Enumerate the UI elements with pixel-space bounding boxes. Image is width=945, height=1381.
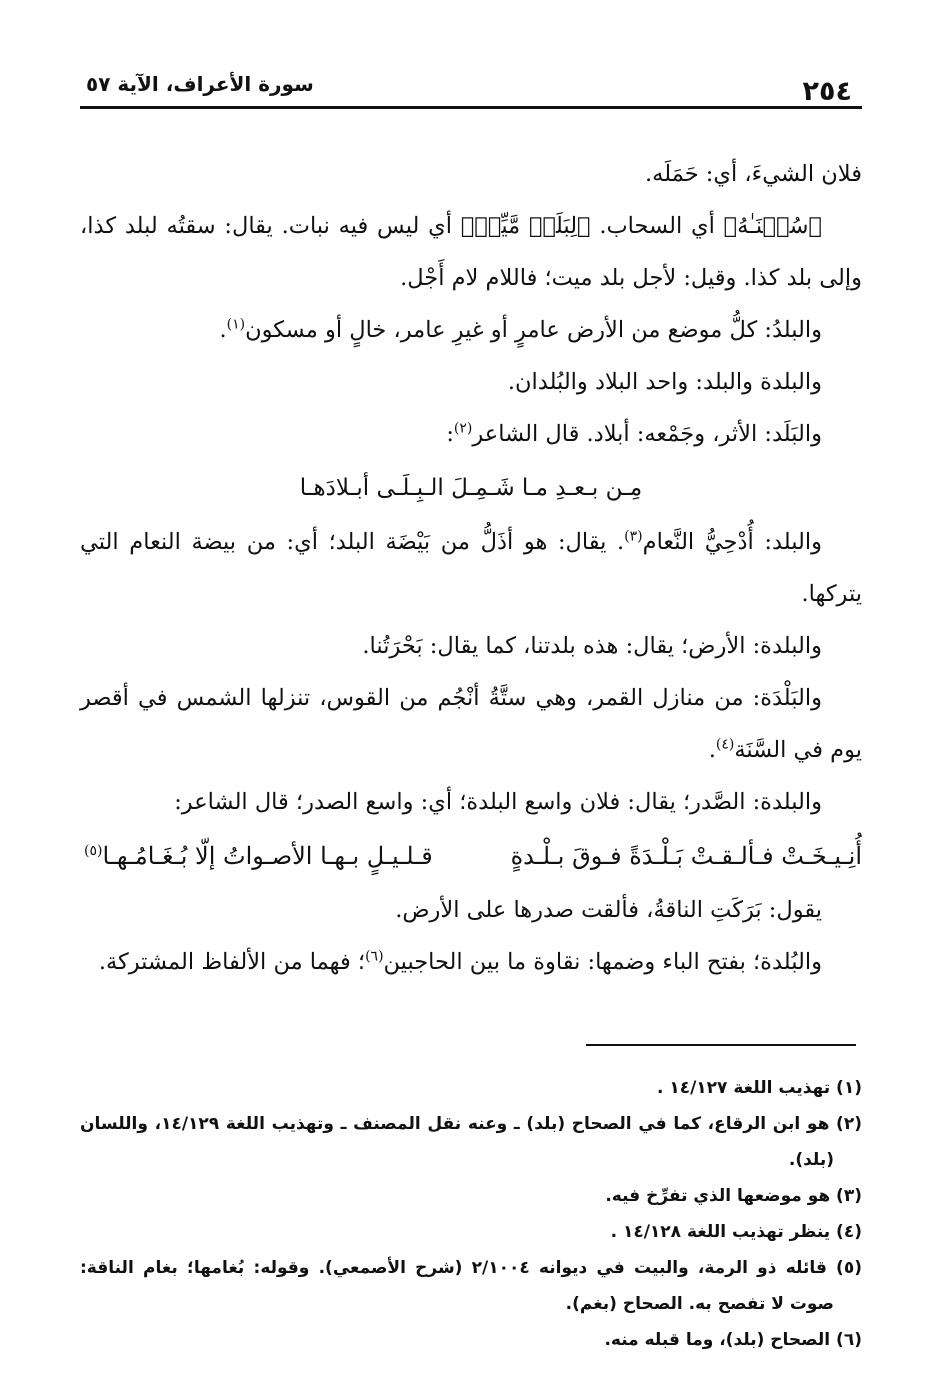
paragraph-5 (80, 408, 862, 460)
paragraph-5-end: : (446, 421, 454, 447)
paragraph-9: والبلدة: الصَّدر؛ يقال: فلان واسع البلدة؛ أي: واسع الصدر؛ قال الشاعر: (174, 789, 822, 815)
verse-1: مِـن بـعـدِ مـا شَـمِـلَ الـبِـلَـى أبـلادَهـا (299, 475, 643, 501)
footnote-marker-2: (٢) (453, 420, 473, 437)
paragraph-1: فلان الشيءَ، أي: حَمَلَه. (645, 161, 862, 187)
footnote-marker-3: (٣) (624, 528, 643, 545)
paragraph-3-text: والبلدُ: كلُّ موضع من الأرض عامرٍ أو غيرِ عامر، خالٍ أو مسكون (245, 317, 822, 343)
footnote-marker-1: (١) (226, 316, 246, 333)
footnote-marker-4: (٤) (715, 736, 735, 753)
page-number: ٢٥٤ (802, 76, 852, 107)
verse-2-second-hemistich-text: قـلـيـلٍ بـهـا الأصـواتُ إلّا بُـغَـامُـهـا (102, 842, 433, 870)
footnote-marker-5: (٥) (84, 843, 103, 859)
paragraph-3-end: . (219, 317, 227, 343)
running-head: سورة الأعراف، الآية ٥٧ (86, 72, 314, 96)
paragraph-6-text-2: . يقال: هو أذَلُّ من بَيْضَة البلد؛ أي: من بيضة النعام التي يتركها. (80, 529, 862, 607)
footnote-6: (٦) الصحاح (بلد)، وما قبله منه. (604, 1330, 862, 1350)
book-page (80, 60, 862, 1350)
paragraph-3 (80, 304, 862, 356)
paragraph-11-text-2: ؛ فهما من الألفاظ المشتركة. (98, 949, 366, 975)
paragraph-8 (80, 672, 862, 776)
verse-2-second-hemistich (84, 828, 433, 884)
paragraph-8-text: والبَلْدَة: من منازل القمر، وهي ستَّةُ أنْجُم من القوس، تنزلها الشمس في أقصر يوم في السَّنَة (80, 685, 862, 763)
footnote-2: (٢) هو ابن الرقاع، كما في الصحاح (بلد) ـ وعنه نقل المصنف ـ وتهذيب اللغة ١٤/١٢٩، واللسان (بلد). (80, 1114, 862, 1170)
footnote-separator (586, 1044, 856, 1046)
verse-2-first-hemistich: أُنِـيـخَـتْ فـألـقـتْ بَـلْـدَةً فـوقَ بـلْـدةٍ (510, 842, 862, 870)
footnote-4: (٤) ينظر تهذيب اللغة ١٤/١٢٨ . (610, 1222, 862, 1242)
page-header (80, 60, 862, 109)
paragraph-6-text-1: والبلد: أُدْحِيُّ النَّعام (642, 529, 822, 555)
paragraph-11 (80, 936, 862, 988)
footnote-5: (٥) قائله ذو الرمة، والبيت في ديوانه ٢/١٠٠٤ (شرح الأصمعي). وقوله: بُغامها؛ بغام الناقة: صوت لا تفصح به. الصحاح (بغم). (80, 1258, 862, 1314)
paragraph-6 (80, 516, 862, 620)
footnote-3: (٣) هو موضعها الذي تفرِّخ فيه. (605, 1186, 862, 1206)
footnote-marker-6: (٦) (365, 948, 384, 965)
footnote-1: (١) تهذيب اللغة ١٤/١٢٧ . (656, 1078, 862, 1098)
paragraph-7: والبلدة: الأرض؛ يقال: هذه بلدتنا، كما يقال: بَحْرَتُنا. (362, 633, 822, 659)
paragraph-2: ﴿سُقۡنَـٰهُ﴾ أي السحاب. ﴿لِبَلَدٖ مَّيِّتٖ﴾ أي ليس فيه نبات. يقال: سقتُه لبلد كذا، وإلى بلد كذا. وقيل: لأجل بلد ميت؛ فاللام لام أَجْل. (80, 213, 862, 291)
paragraph-4: والبلدة والبلد: واحد البلاد والبُلدان. (507, 369, 822, 395)
footnotes (80, 1070, 862, 1358)
main-text (80, 148, 862, 988)
paragraph-5-text: والبَلَد: الأثر، وجَمْعه: أبلاد. قال الشاعر (472, 421, 822, 447)
paragraph-8-end: . (708, 737, 716, 763)
paragraph-10: يقول: بَرَكَتِ الناقةُ، فألقت صدرها على الأرض. (395, 897, 822, 923)
verse-2 (80, 828, 862, 884)
paragraph-11-text-1: والبُلدة؛ بفتح الباء وضمها: نقاوة ما بين الحاجبين (383, 949, 822, 975)
